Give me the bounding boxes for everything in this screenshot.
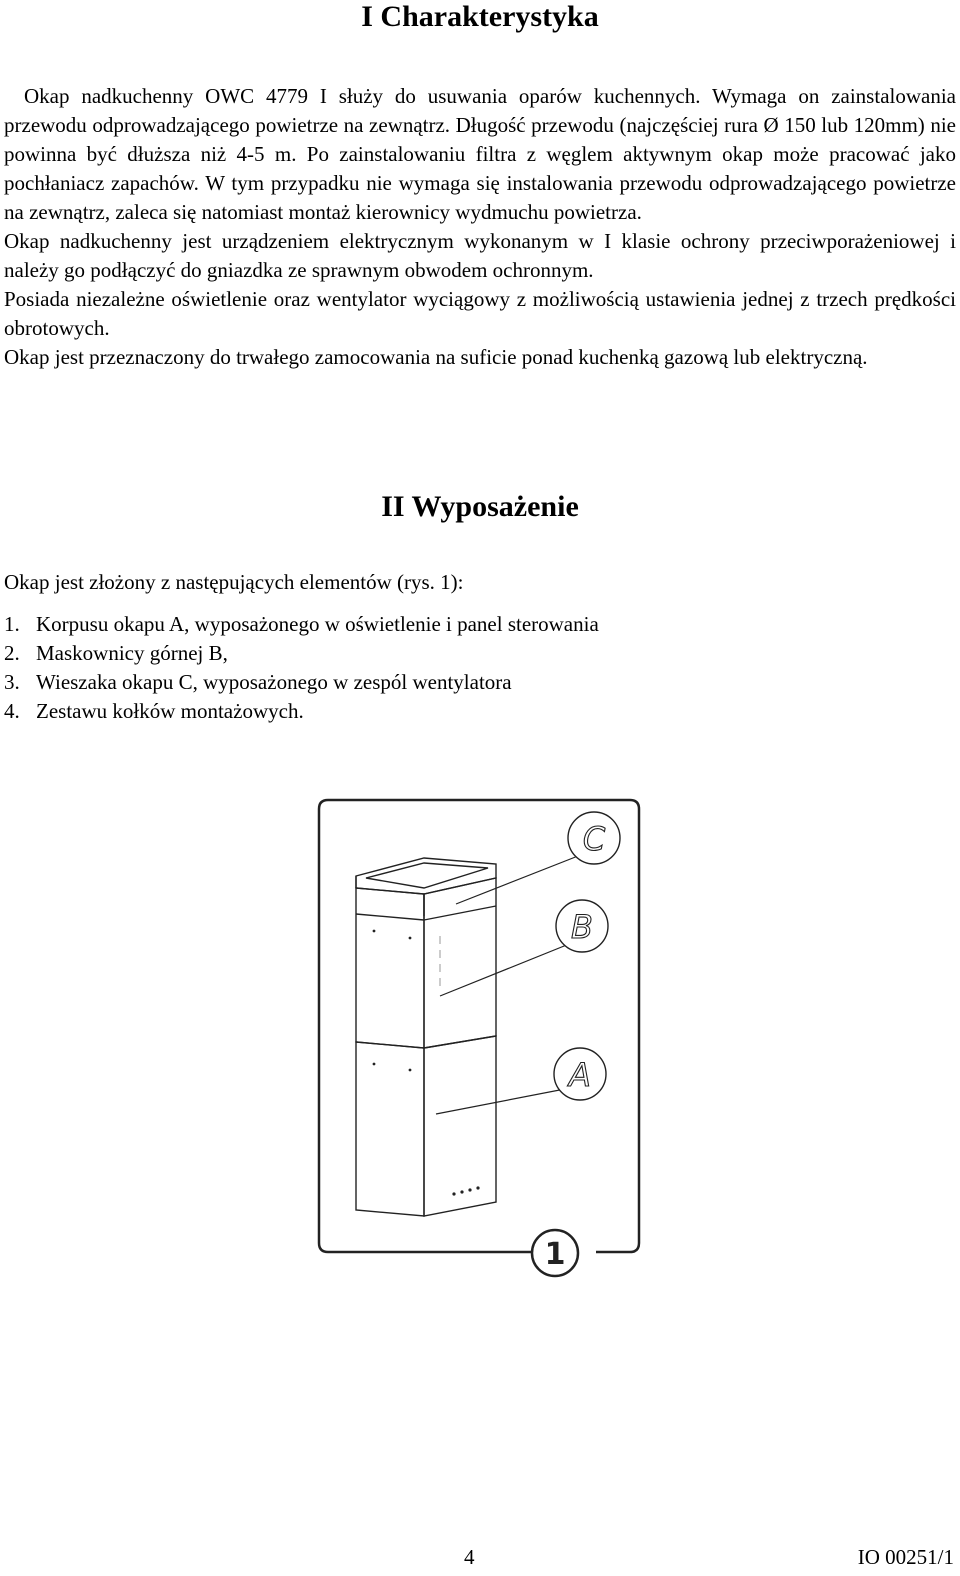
list-item-text: Wieszaka okapu C, wyposażonego w zespól wentylatora bbox=[36, 670, 512, 694]
cover-b bbox=[356, 878, 496, 1048]
bracket-c bbox=[356, 858, 496, 916]
paragraph-description: Okap nadkuchenny OWC 4779 I służy do usuwania oparów kuchennych. Wymaga on zainstalowania przewodu odprowadzającego powietrze na zewnątrz. Długość przewodu (najczęściej rura Ø 150 lub 120mm) nie powinna być dłuższa niż 4-5 m. Po zainstalowaniu filtra z węglem aktywnym okap może pracować jako pochłaniacz zapachów. W tym przypadku nie wymaga się instalowania przewodu odprowadzającego powietrze na zewnątrz, zaleca się natomiast montaż kierownicy wydmuchu powietrza. bbox=[4, 84, 956, 224]
paragraph-mounting: Okap jest przeznaczony do trwałego zamocowania na suficie ponad kuchenką gazową lub elektryczną. bbox=[4, 345, 868, 369]
paragraph-electrical: Okap nadkuchenny jest urządzeniem elektrycznym wykonanym w I klasie ochrony przeciwporażeniowej i należy go podłączyć do gniazdka ze sprawnym obwodem ochronnym. bbox=[4, 229, 956, 282]
list-item-text: Zestawu kołków montażowych. bbox=[36, 699, 304, 723]
document-code: IO 00251/1 bbox=[857, 1545, 954, 1569]
list-item bbox=[4, 610, 599, 639]
figure-number: 1 bbox=[544, 1237, 566, 1272]
parts-list bbox=[4, 610, 599, 726]
rivets bbox=[373, 930, 480, 1196]
body-a bbox=[356, 1036, 496, 1216]
list-item-number: 4. bbox=[4, 699, 20, 723]
list-item-number: 1. bbox=[4, 612, 20, 636]
list-item-number: 3. bbox=[4, 670, 20, 694]
list-item bbox=[4, 697, 599, 726]
paragraph-lighting: Posiada niezależne oświetlenie oraz wentylator wyciągowy z możliwością ustawienia jednej z trzech prędkości obrotowych. bbox=[4, 287, 956, 340]
list-item-text: Korpusu okapu A, wyposażonego w oświetlenie i panel sterowania bbox=[36, 612, 599, 636]
figure-hood-diagram bbox=[316, 796, 642, 1280]
section-title-equipment: II Wyposażenie bbox=[381, 490, 579, 523]
label-b: B bbox=[571, 908, 593, 946]
label-a: A bbox=[569, 1056, 591, 1094]
section-title-characteristics: I Charakterystyka bbox=[361, 0, 599, 33]
characteristics-body bbox=[4, 82, 956, 372]
equipment-intro: Okap jest złożony z następujących elementów (rys. 1): bbox=[4, 570, 464, 594]
list-item-number: 2. bbox=[4, 641, 20, 665]
list-item bbox=[4, 668, 599, 697]
page-number: 4 bbox=[464, 1545, 475, 1569]
list-item bbox=[4, 639, 599, 668]
label-c: C bbox=[582, 820, 606, 858]
list-item-text: Maskownicy górnej B, bbox=[36, 641, 228, 665]
